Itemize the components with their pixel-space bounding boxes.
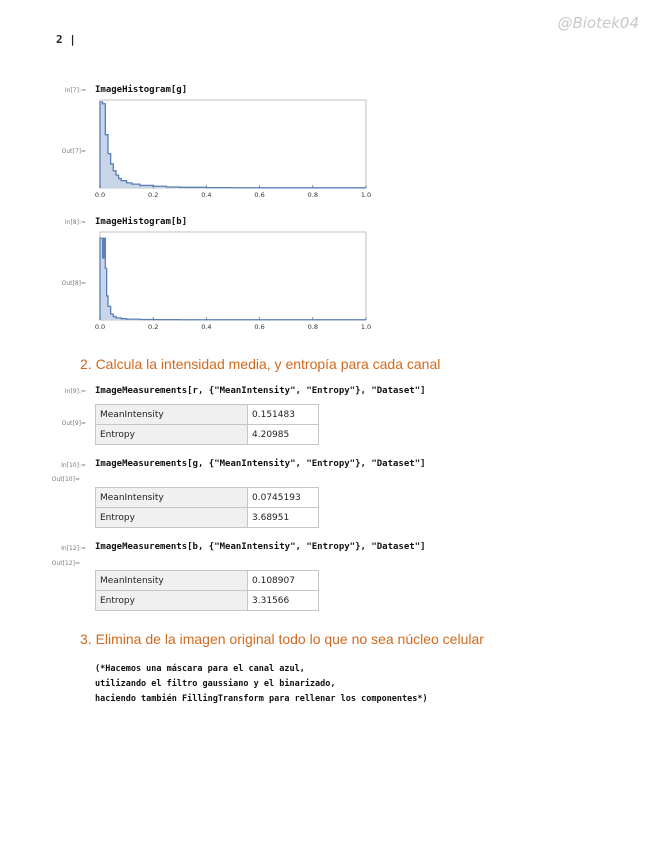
table-value: 0.0745193 xyxy=(248,488,319,508)
table-row xyxy=(96,571,319,591)
dataset-table-b xyxy=(95,570,319,611)
section-heading: 3. Elimina de la imagen original todo lo que no sea núcleo celular xyxy=(80,631,484,647)
input-label: In[12]:= xyxy=(61,545,86,552)
input-cell[interactable]: ImageMeasurements[b, {"MeanIntensity", "Entropy"}, "Dataset"] xyxy=(95,542,426,552)
dataset-table-r xyxy=(95,404,319,445)
table-row xyxy=(96,488,319,508)
table-value: 0.108907 xyxy=(248,571,319,591)
x-tick-label: 0.2 xyxy=(148,323,159,331)
x-tick-label: 0.2 xyxy=(148,191,159,199)
table-row xyxy=(96,405,319,425)
table-row xyxy=(96,425,319,445)
watermark: @Biotek04 xyxy=(557,14,639,32)
output-label: Out[7]= xyxy=(61,148,86,155)
input-cell[interactable]: ImageHistogram[g] xyxy=(95,85,188,95)
x-tick-label: 0.8 xyxy=(307,191,318,199)
histogram-line xyxy=(100,102,366,188)
input-cell[interactable]: ImageMeasurements[r, {"MeanIntensity", "Entropy"}, "Dataset"] xyxy=(95,386,426,396)
table-key: Entropy xyxy=(96,508,248,528)
plot-frame xyxy=(100,232,366,320)
page-number: 2 | xyxy=(56,33,76,46)
dataset-table-g xyxy=(95,487,319,528)
histogram-b xyxy=(92,228,372,336)
histogram-line xyxy=(100,238,366,320)
table-key: Entropy xyxy=(96,591,248,611)
x-tick-label: 1.0 xyxy=(360,191,372,199)
x-tick-label: 0.8 xyxy=(307,323,318,331)
table-key: Entropy xyxy=(96,425,248,445)
table-value: 0.151483 xyxy=(248,405,319,425)
x-tick-label: 0.6 xyxy=(254,191,265,199)
section-heading: 2. Calcula la intensidad media, y entropía para cada canal xyxy=(80,356,441,372)
histogram-area xyxy=(100,238,366,320)
input-label: In[8]:= xyxy=(64,219,86,226)
histogram-area xyxy=(100,102,366,188)
table-key: MeanIntensity xyxy=(96,571,248,591)
output-label: Out[9]= xyxy=(61,420,86,427)
x-tick-label: 0.6 xyxy=(254,323,265,331)
table-row xyxy=(96,591,319,611)
table-value: 3.31566 xyxy=(248,591,319,611)
histogram-g xyxy=(92,96,372,204)
table-value: 3.68951 xyxy=(248,508,319,528)
output-label: Out[12]= xyxy=(51,560,80,567)
x-tick-label: 0.0 xyxy=(94,323,106,331)
table-key: MeanIntensity xyxy=(96,488,248,508)
x-tick-label: 1.0 xyxy=(360,323,372,331)
input-cell[interactable]: ImageHistogram[b] xyxy=(95,217,188,227)
comment-line: (*Hacemos una máscara para el canal azul, xyxy=(95,664,305,674)
plot-frame xyxy=(100,100,366,188)
input-label: In[7]:= xyxy=(64,87,86,94)
x-tick-label: 0.0 xyxy=(94,191,106,199)
x-tick-label: 0.4 xyxy=(201,191,212,199)
comment-line: utilizando el filtro gaussiano y el binarizado, xyxy=(95,679,336,689)
table-row xyxy=(96,508,319,528)
output-label: Out[10]= xyxy=(51,476,80,483)
input-label: In[10]:= xyxy=(61,462,86,469)
comment-cell[interactable] xyxy=(95,662,428,707)
comment-line: haciendo también FillingTransform para rellenar los componentes*) xyxy=(95,694,428,704)
input-cell[interactable]: ImageMeasurements[g, {"MeanIntensity", "Entropy"}, "Dataset"] xyxy=(95,459,426,469)
table-key: MeanIntensity xyxy=(96,405,248,425)
x-tick-label: 0.4 xyxy=(201,323,212,331)
table-value: 4.20985 xyxy=(248,425,319,445)
output-label: Out[8]= xyxy=(61,280,86,287)
input-label: In[9]:= xyxy=(64,388,86,395)
